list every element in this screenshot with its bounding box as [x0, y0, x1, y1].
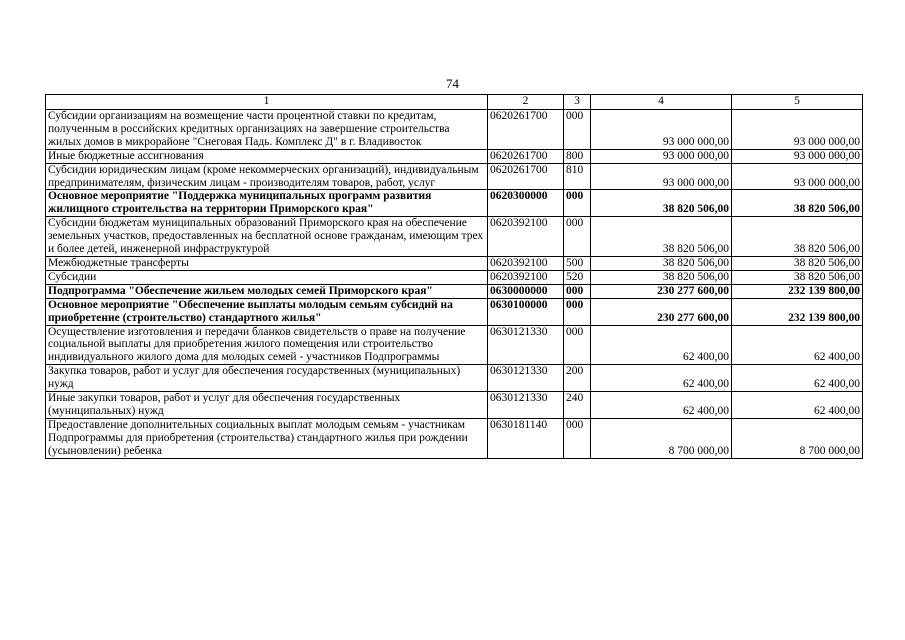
row-sum-cell: 38 820 506,00 [591, 217, 732, 257]
table-row [46, 365, 863, 392]
row-sum-cell: 38 820 506,00 [732, 217, 863, 257]
row-type-cell: 000 [564, 110, 591, 150]
row-code-cell: 0630121330 [488, 392, 564, 419]
table-row [46, 163, 863, 190]
row-name-cell: Субсидии организациям на возмещение части процентной ставки по кредитам, полученным в российских кредитных организациях на завершение строительства жилых домов в микрорайоне "Снеговая Падь. Комплекс Д" в г. Владивосток [46, 110, 488, 150]
row-code-cell: 0630121330 [488, 325, 564, 365]
row-type-cell: 000 [564, 298, 591, 325]
row-sum-cell: 93 000 000,00 [591, 110, 732, 150]
row-name-cell: Иные закупки товаров, работ и услуг для обеспечения государственных (муниципальных) нужд [46, 392, 488, 419]
row-type-cell: 000 [564, 284, 591, 298]
row-sum-cell: 38 820 506,00 [732, 190, 863, 217]
budget-table [45, 94, 863, 459]
table-row [46, 418, 863, 458]
row-sum-cell: 38 820 506,00 [591, 270, 732, 284]
row-code-cell: 0630181140 [488, 418, 564, 458]
column-header: 5 [732, 95, 863, 110]
row-sum-cell: 8 700 000,00 [732, 418, 863, 458]
row-name-cell: Межбюджетные трансферты [46, 256, 488, 270]
row-sum-cell: 230 277 600,00 [591, 298, 732, 325]
row-code-cell: 0630121330 [488, 365, 564, 392]
table-row [46, 256, 863, 270]
row-sum-cell: 62 400,00 [591, 325, 732, 365]
row-type-cell: 810 [564, 163, 591, 190]
row-sum-cell: 93 000 000,00 [591, 149, 732, 163]
row-sum-cell: 62 400,00 [591, 392, 732, 419]
row-code-cell: 0620300000 [488, 190, 564, 217]
row-name-cell: Субсидии юридическим лицам (кроме некоммерческих организаций), индивидуальным предпринимателям, физическим лицам - производителям товаров, работ, услуг [46, 163, 488, 190]
row-name-cell: Иные бюджетные ассигнования [46, 149, 488, 163]
table-row [46, 217, 863, 257]
row-type-cell: 240 [564, 392, 591, 419]
row-name-cell: Субсидии [46, 270, 488, 284]
row-sum-cell: 93 000 000,00 [591, 163, 732, 190]
row-sum-cell: 8 700 000,00 [591, 418, 732, 458]
row-name-cell: Осуществление изготовления и передачи бланков свидетельств о праве на получение социальной выплаты для приобретения жилого помещения или строительство индивидуального жилого дома для молодых семей - участников Подпрограммы [46, 325, 488, 365]
row-sum-cell: 38 820 506,00 [591, 256, 732, 270]
table-row [46, 110, 863, 150]
row-sum-cell: 62 400,00 [732, 365, 863, 392]
row-code-cell: 0620261700 [488, 110, 564, 150]
row-code-cell: 0620392100 [488, 270, 564, 284]
row-type-cell: 000 [564, 217, 591, 257]
row-sum-cell: 93 000 000,00 [732, 110, 863, 150]
column-header: 3 [564, 95, 591, 110]
row-sum-cell: 62 400,00 [732, 392, 863, 419]
page-number: 74 [446, 76, 459, 91]
column-header: 1 [46, 95, 488, 110]
row-name-cell: Подпрограмма "Обеспечение жильем молодых семей Приморского края" [46, 284, 488, 298]
row-sum-cell: 230 277 600,00 [591, 284, 732, 298]
row-name-cell: Основное мероприятие "Обеспечение выплаты молодым семьям субсидий на приобретение (строительство) стандартного жилья" [46, 298, 488, 325]
table-row [46, 284, 863, 298]
row-sum-cell: 232 139 800,00 [732, 298, 863, 325]
row-type-cell: 500 [564, 256, 591, 270]
table-row [46, 149, 863, 163]
row-sum-cell: 93 000 000,00 [732, 149, 863, 163]
row-type-cell: 200 [564, 365, 591, 392]
row-type-cell: 800 [564, 149, 591, 163]
row-name-cell: Предоставление дополнительных социальных выплат молодым семьям - участникам Подпрограммы для приобретения (строительства) стандартного жилья при рождении (усыновлении) ребенка [46, 418, 488, 458]
row-sum-cell: 38 820 506,00 [732, 256, 863, 270]
row-name-cell: Субсидии бюджетам муниципальных образований Приморского края на обеспечение земельных участков, предоставленных на бесплатной основе гражданам, имеющим трех и более детей, инженерной инфраструктурой [46, 217, 488, 257]
table-row [46, 325, 863, 365]
row-code-cell: 0620392100 [488, 217, 564, 257]
column-header: 4 [591, 95, 732, 110]
row-sum-cell: 93 000 000,00 [732, 163, 863, 190]
row-code-cell: 0630100000 [488, 298, 564, 325]
row-type-cell: 000 [564, 418, 591, 458]
header-row [46, 95, 863, 110]
row-code-cell: 0620392100 [488, 256, 564, 270]
row-type-cell: 000 [564, 325, 591, 365]
row-code-cell: 0620261700 [488, 163, 564, 190]
table-row [46, 392, 863, 419]
row-sum-cell: 38 820 506,00 [591, 190, 732, 217]
table-row [46, 190, 863, 217]
table-body [46, 95, 863, 459]
row-sum-cell: 62 400,00 [732, 325, 863, 365]
table-row [46, 270, 863, 284]
row-code-cell: 0620261700 [488, 149, 564, 163]
row-type-cell: 000 [564, 190, 591, 217]
column-header: 2 [488, 95, 564, 110]
table-row [46, 298, 863, 325]
row-sum-cell: 232 139 800,00 [732, 284, 863, 298]
row-name-cell: Основное мероприятие "Поддержка муниципальных программ развития жилищного строительства на территории Приморского края" [46, 190, 488, 217]
row-type-cell: 520 [564, 270, 591, 284]
row-sum-cell: 38 820 506,00 [732, 270, 863, 284]
row-sum-cell: 62 400,00 [591, 365, 732, 392]
row-name-cell: Закупка товаров, работ и услуг для обеспечения государственных (муниципальных) нужд [46, 365, 488, 392]
row-code-cell: 0630000000 [488, 284, 564, 298]
